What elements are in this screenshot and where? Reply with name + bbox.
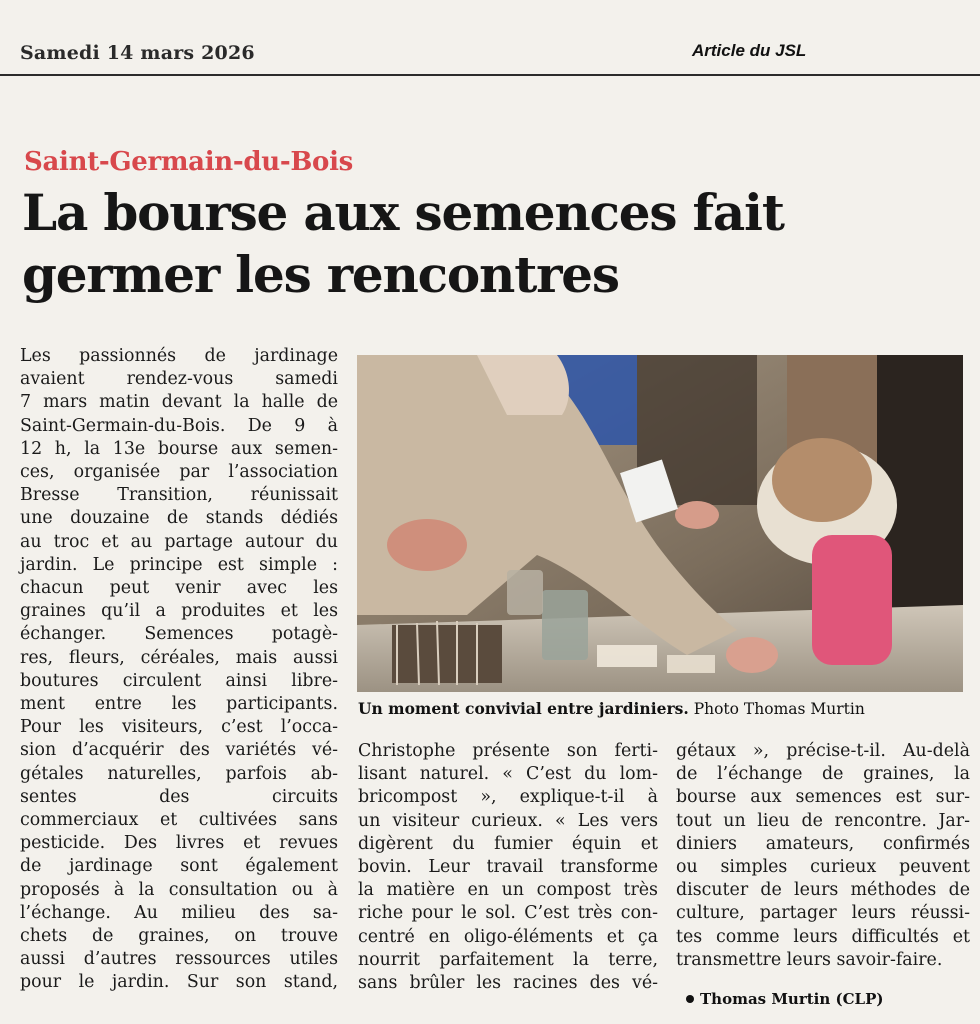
- text-line: ces, organisée par l’association: [20, 462, 338, 483]
- text-line: la matière en un compost très: [358, 880, 658, 901]
- bullet-icon: [686, 995, 694, 1003]
- text-line: Bresse Transition, réunissait: [20, 485, 338, 506]
- text-line: discuter de leurs méthodes de: [676, 880, 970, 901]
- text-line: gétaux », précise-t-il. Au-delà: [676, 741, 970, 761]
- text-line: pesticide. Des livres et revues: [20, 833, 338, 854]
- text-line: 7 mars matin devant la halle de: [20, 392, 338, 413]
- text-line: de jardinage sont également: [20, 856, 338, 877]
- text-line: culture, partager leurs réussi-: [676, 903, 970, 924]
- text-line: commerciaux et cultivées sans: [20, 810, 338, 831]
- text-line: un visiteur curieux. « Les vers: [358, 810, 658, 831]
- text-line: transmettre leurs savoir-faire.: [676, 949, 943, 970]
- byline-text: Thomas Murtin (CLP): [700, 990, 884, 1008]
- text-line: tes comme leurs difficultés et: [676, 926, 970, 947]
- text-line: sans brûler les racines des vé-: [358, 973, 658, 994]
- text-line: l’échange. Au milieu des sa-: [20, 902, 338, 923]
- caption-credit: Photo Thomas Murtin: [693, 700, 865, 718]
- text-line: proposés à la consultation ou à: [20, 879, 338, 900]
- text-line: de l’échange de graines, la: [676, 764, 970, 785]
- text-line: bourse aux semences est sur-: [676, 787, 970, 808]
- text-line: gétales naturelles, parfois ab-: [20, 763, 338, 784]
- text-line: au troc et au partage autour du: [20, 531, 338, 552]
- text-line: Saint-Germain-du-Bois. De 9 à: [20, 415, 338, 436]
- text-line: bricompost », explique-t-il à: [358, 787, 658, 808]
- text-line: sion d’acquérir des variétés vé-: [20, 740, 338, 761]
- article-kicker: Saint-Germain-du-Bois: [24, 147, 353, 177]
- text-line: 12 h, la 13e bourse aux semen-: [20, 438, 338, 459]
- author-byline: [686, 990, 883, 1008]
- text-line: lisant naturel. « C’est du lom-: [358, 764, 658, 785]
- text-line: ment entre les participants.: [20, 694, 338, 715]
- text-line: échanger. Semences potagè-: [20, 624, 338, 645]
- header-rule: [0, 74, 980, 76]
- text-line: tout un lieu de rencontre. Jar-: [676, 810, 970, 831]
- text-line: diniers amateurs, confirmés: [676, 833, 970, 854]
- article-photo: [357, 355, 963, 692]
- text-line: graines qu’il a produites et les: [20, 601, 338, 622]
- text-line: jardin. Le principe est simple :: [20, 554, 338, 575]
- text-line: bovin. Leur travail transforme: [358, 857, 658, 878]
- photo-illustration: [357, 355, 963, 692]
- edition-date: Samedi 14 mars 2026: [20, 42, 255, 64]
- photo-caption: [358, 699, 963, 718]
- text-line: res, fleurs, céréales, mais aussi: [20, 647, 338, 668]
- caption-text: Un moment convivial entre jardiniers.: [358, 699, 689, 718]
- text-line: ou simples curieux peuvent: [676, 857, 970, 878]
- text-line: aussi d’autres ressources utiles: [20, 949, 338, 970]
- text-line: avaient rendez-vous samedi: [20, 369, 338, 390]
- text-line: centré en oligo-éléments et ça: [358, 926, 658, 947]
- article-column-3: [676, 740, 970, 972]
- source-label: Article du JSL: [692, 41, 807, 60]
- text-line: digèrent du fumier équin et: [358, 833, 658, 854]
- text-line: chets de graines, on trouve: [20, 926, 338, 947]
- article-column-2: [358, 740, 658, 995]
- text-line: sentes des circuits: [20, 786, 338, 807]
- article-headline: La bourse aux semences fait germer les rencontres: [22, 183, 784, 304]
- text-line: Les passionnés de jardinage: [20, 346, 338, 366]
- text-line: chacun peut venir avec les: [20, 578, 338, 599]
- text-line: riche pour le sol. C’est très con-: [358, 903, 658, 924]
- text-line: une douzaine de stands dédiés: [20, 508, 338, 529]
- text-line: Christophe présente son ferti-: [358, 741, 658, 761]
- text-line: pour le jardin. Sur son stand,: [20, 972, 338, 993]
- text-line: boutures circulent ainsi libre-: [20, 670, 338, 691]
- text-line: Pour les visiteurs, c’est l’occa-: [20, 717, 338, 738]
- text-line: nourrit parfaitement la terre,: [358, 949, 658, 970]
- article-column-1: [20, 345, 338, 995]
